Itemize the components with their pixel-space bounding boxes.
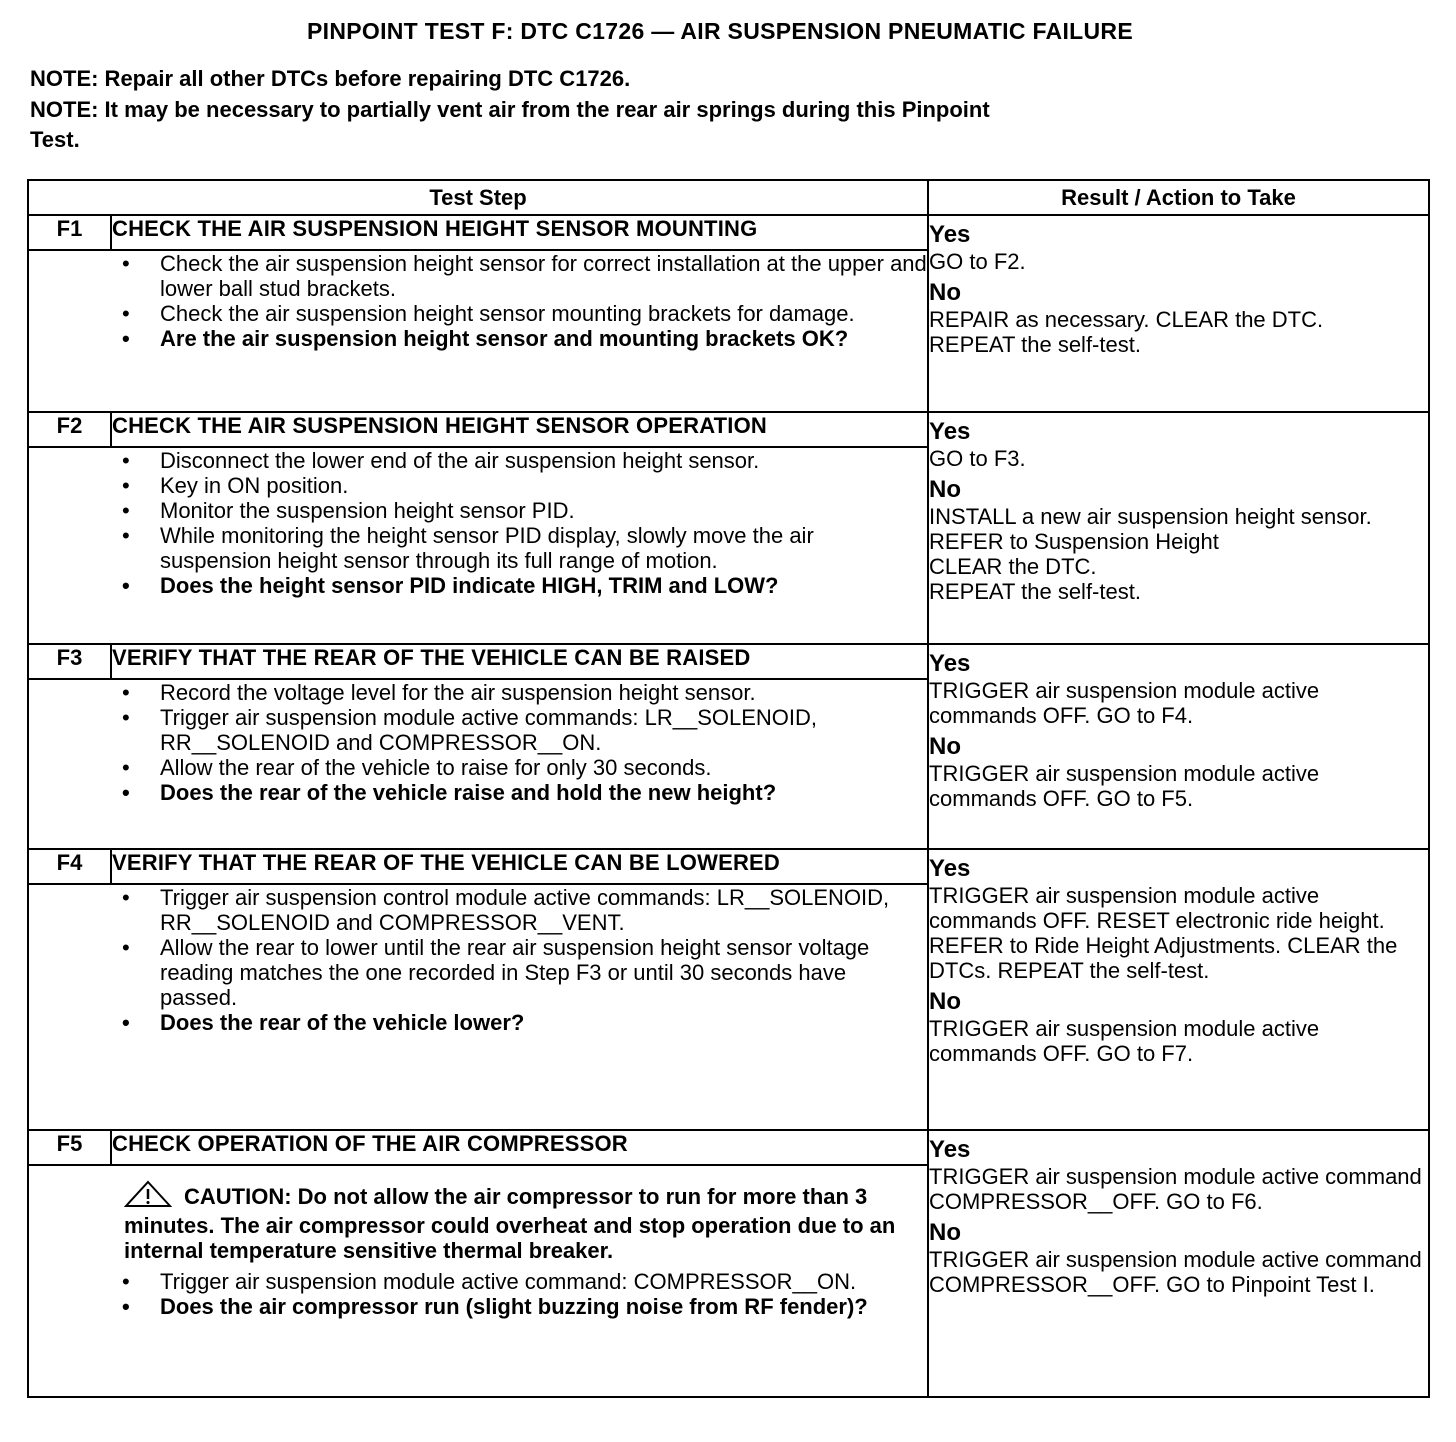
- yes-action: TRIGGER air suspension module active commands OFF. GO to F4.: [929, 678, 1320, 728]
- step-f5-heading-row: [28, 1130, 1429, 1165]
- note-repair-dtcs: NOTE: Repair all other DTCs before repairing DTC C1726.: [30, 66, 631, 91]
- step-f2-body: [28, 447, 928, 644]
- bullet-text: Does the height sensor PID indicate HIGH, TRIM and LOW?: [160, 573, 779, 598]
- bullet: •: [122, 448, 130, 473]
- no-label: No: [929, 1219, 962, 1246]
- list-item-question: [29, 326, 927, 351]
- note-vent-air: NOTE: It may be necessary to partially vent air from the rear air springs during this Pinpoint: [30, 97, 990, 122]
- caution-notice: [29, 1180, 927, 1263]
- step-bullet-list: [29, 251, 927, 351]
- step-id: F3: [28, 644, 111, 679]
- no-label: No: [929, 279, 962, 306]
- bullet-text: Allow the rear to lower until the rear air suspension height sensor voltage reading matches the one recorded in Step F3 or until 30 seconds have passed.: [160, 935, 870, 1010]
- yes-label: Yes: [929, 855, 971, 882]
- step-f4-heading-row: [28, 849, 1429, 884]
- bullet: •: [122, 473, 130, 498]
- bullet: •: [122, 780, 130, 805]
- bullet-text: Check the air suspension height sensor for correct installation at the upper and lower ball stud brackets.: [160, 251, 927, 301]
- pinpoint-test-table: [27, 179, 1430, 1398]
- bullet-text: Trigger air suspension control module active commands: LR__SOLENOID, RR__SOLENOID and COMPRESSOR__VENT.: [160, 885, 890, 935]
- bullet-text: Allow the rear of the vehicle to raise for only 30 seconds.: [160, 755, 712, 780]
- no-action-line: TRIGGER air suspension module active command COMPRESSOR__OFF. GO to Pinpoint Test I.: [929, 1247, 1422, 1297]
- bullet-text: Does the rear of the vehicle lower?: [160, 1010, 525, 1035]
- step-heading: VERIFY THAT THE REAR OF THE VEHICLE CAN BE RAISED: [111, 644, 928, 679]
- bullet: •: [122, 680, 130, 705]
- step-f3-heading-row: [28, 644, 1429, 679]
- bullet-text: While monitoring the height sensor PID display, slowly move the air suspension height sensor through its full range of motion.: [160, 523, 814, 573]
- no-label: No: [929, 733, 962, 760]
- no-action-line: TRIGGER air suspension module active commands OFF. GO to F7.: [929, 1016, 1320, 1066]
- bullet: •: [122, 755, 130, 780]
- list-item: [29, 473, 927, 498]
- step-bullet-list: [29, 448, 927, 598]
- yes-action: GO to F2.: [929, 249, 1026, 274]
- step-f1-heading-row: [28, 215, 1429, 250]
- list-item-question: [29, 1294, 927, 1319]
- bullet-text: Trigger air suspension module active command: COMPRESSOR__ON.: [160, 1269, 857, 1294]
- list-item: [29, 705, 927, 755]
- bullet-text: Record the voltage level for the air suspension height sensor.: [160, 680, 756, 705]
- bullet: •: [122, 326, 130, 351]
- step-f2-heading-row: [28, 412, 1429, 447]
- yes-label: Yes: [929, 418, 971, 445]
- bullet-text: Are the air suspension height sensor and mounting brackets OK?: [160, 326, 849, 351]
- list-item: [29, 1269, 927, 1294]
- step-bullet-list: [29, 680, 927, 805]
- step-f3-result: [928, 644, 1429, 849]
- bullet: •: [122, 523, 130, 548]
- list-item: [29, 755, 927, 780]
- no-label: No: [929, 988, 962, 1015]
- step-heading: CHECK THE AIR SUSPENSION HEIGHT SENSOR OPERATION: [111, 412, 928, 447]
- step-f1-body: [28, 250, 928, 412]
- step-id: F4: [28, 849, 111, 884]
- step-id: F2: [28, 412, 111, 447]
- no-action-line: TRIGGER air suspension module active commands OFF. GO to F5.: [929, 761, 1320, 811]
- no-label: No: [929, 476, 962, 503]
- bullet: •: [122, 573, 130, 598]
- step-bullet-list: [29, 885, 927, 1035]
- bullet-text: Monitor the suspension height sensor PID.: [160, 498, 575, 523]
- no-action-line: REPAIR as necessary. CLEAR the DTC.: [929, 307, 1324, 332]
- bullet: •: [122, 935, 130, 960]
- bullet: •: [122, 251, 130, 276]
- list-item: [29, 885, 927, 935]
- bullet: •: [122, 1294, 130, 1319]
- list-item: [29, 935, 927, 1010]
- bullet: •: [122, 1010, 130, 1035]
- step-bullet-list: [29, 1269, 927, 1319]
- bullet-text: Check the air suspension height sensor mounting brackets for damage.: [160, 301, 855, 326]
- list-item: [29, 448, 927, 473]
- bullet: •: [122, 885, 130, 910]
- list-item: [29, 680, 927, 705]
- step-f5-result: [928, 1130, 1429, 1397]
- step-id: F1: [28, 215, 111, 250]
- note-vent-air-cont: Test.: [30, 127, 80, 152]
- bullet: •: [122, 301, 130, 326]
- caution-text: CAUTION: Do not allow the air compressor to run for more than 3 minutes. The air compressor could overheat and stop operation due to an internal temperature sensitive thermal breaker.: [124, 1184, 896, 1263]
- step-f1-result: [928, 215, 1429, 412]
- table-header-row: [28, 180, 1429, 215]
- step-f4-body: [28, 884, 928, 1130]
- no-action-line: CLEAR the DTC.: [929, 554, 1097, 579]
- list-item: [29, 498, 927, 523]
- bullet-text: Key in ON position.: [160, 473, 349, 498]
- list-item: [29, 523, 927, 573]
- no-action-line: REPEAT the self-test.: [929, 332, 1141, 357]
- bullet-text: Disconnect the lower end of the air suspension height sensor.: [160, 448, 760, 473]
- warning-triangle-icon: [124, 1180, 184, 1213]
- step-heading: CHECK THE AIR SUSPENSION HEIGHT SENSOR MOUNTING: [111, 215, 928, 250]
- bullet-text: Does the rear of the vehicle raise and hold the new height?: [160, 780, 777, 805]
- yes-action: GO to F3.: [929, 446, 1026, 471]
- yes-label: Yes: [929, 221, 971, 248]
- list-item: [29, 301, 927, 326]
- list-item-question: [29, 573, 927, 598]
- yes-label: Yes: [929, 1136, 971, 1163]
- step-f2-result: [928, 412, 1429, 644]
- yes-action: TRIGGER air suspension module active commands OFF. RESET electronic ride height. REFER to Ride Height Adjustments. CLEAR the DTCs. REPEAT the self-test.: [929, 883, 1398, 983]
- list-item-question: [29, 780, 927, 805]
- step-heading: VERIFY THAT THE REAR OF THE VEHICLE CAN BE LOWERED: [111, 849, 928, 884]
- no-action-line: REPEAT the self-test.: [929, 579, 1141, 604]
- step-f4-result: [928, 849, 1429, 1130]
- page-title: PINPOINT TEST F: DTC C1726 — AIR SUSPENSION PNEUMATIC FAILURE: [307, 18, 1133, 44]
- bullet: •: [122, 705, 130, 730]
- bullet: •: [122, 498, 130, 523]
- header-result-action: Result / Action to Take: [928, 180, 1429, 215]
- yes-label: Yes: [929, 650, 971, 677]
- header-test-step: Test Step: [28, 180, 928, 215]
- list-item-question: [29, 1010, 927, 1035]
- list-item: [29, 251, 927, 301]
- step-f5-body: [28, 1165, 928, 1397]
- bullet: •: [122, 1269, 130, 1294]
- bullet-text: Trigger air suspension module active commands: LR__SOLENOID, RR__SOLENOID and COMPRESSOR__ON.: [160, 705, 818, 755]
- no-action-line: INSTALL a new air suspension height sensor. REFER to Suspension Height: [929, 504, 1372, 554]
- yes-action: TRIGGER air suspension module active command COMPRESSOR__OFF. GO to F6.: [929, 1164, 1422, 1214]
- bullet-text: Does the air compressor run (slight buzzing noise from RF fender)?: [160, 1294, 868, 1319]
- step-id: F5: [28, 1130, 111, 1165]
- step-f3-body: [28, 679, 928, 849]
- step-heading: CHECK OPERATION OF THE AIR COMPRESSOR: [111, 1130, 928, 1165]
